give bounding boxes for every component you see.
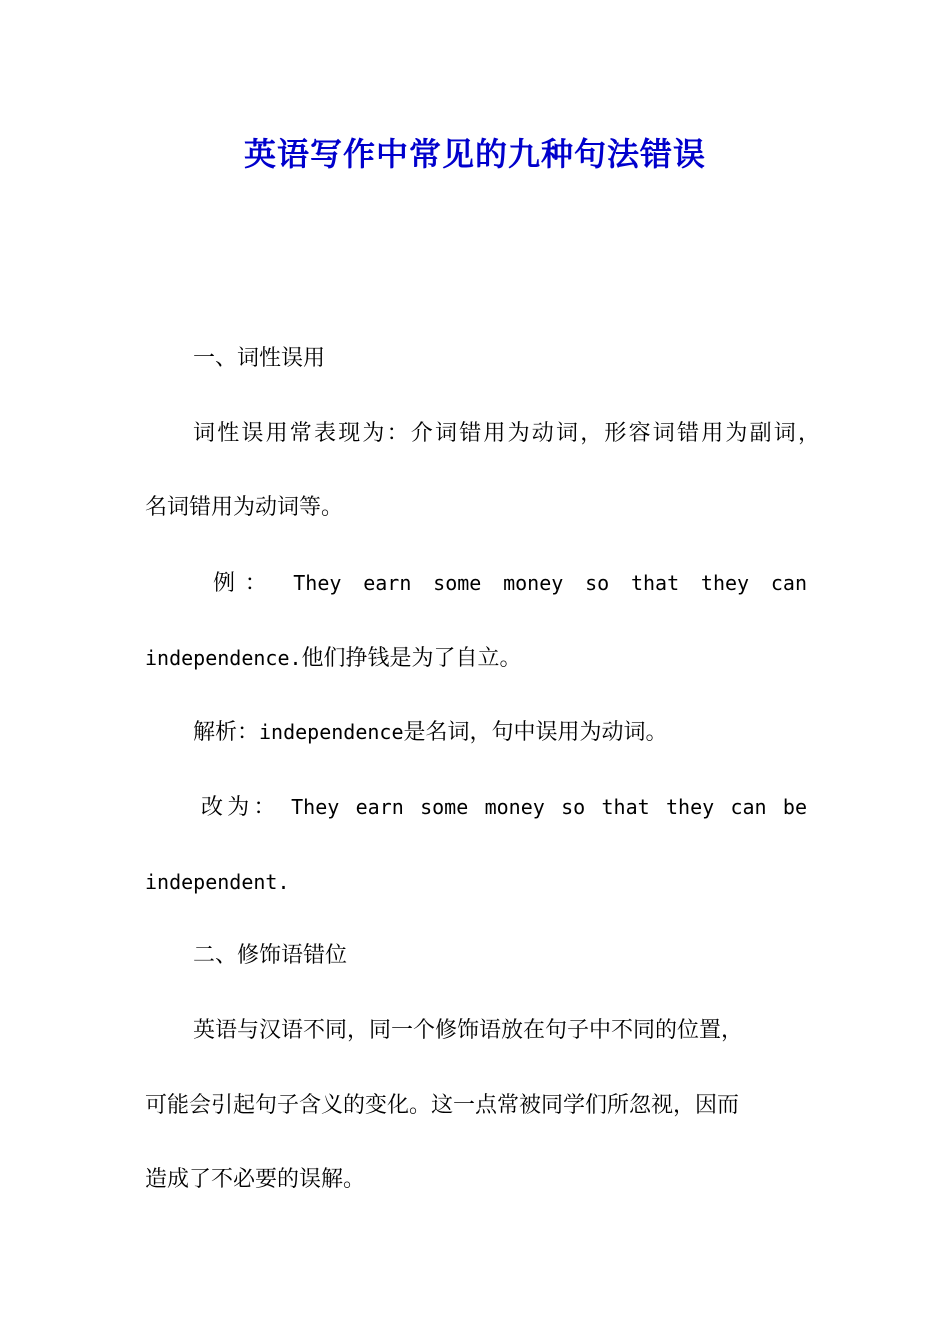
example-line-1 [213, 563, 807, 604]
section-2-desc-line-1: 英语与汉语不同，同一个修饰语放在句子中不同的位置， [193, 1018, 744, 1043]
example-chinese: 他们挣钱是为了自立。 [301, 646, 522, 671]
correction-line-2 [145, 862, 807, 903]
example-english-line-2: independence. [145, 646, 302, 670]
example-label: 例： [213, 571, 277, 596]
correction-line-1 [201, 787, 807, 828]
example-line-2 [145, 638, 807, 679]
section-2-desc-line-3: 造成了不必要的误解。 [145, 1167, 366, 1192]
correction-english-line-2: independent. [145, 870, 290, 894]
section-1-heading: 一、词性误用 [193, 346, 326, 371]
section-2-heading: 二、修饰语错位 [193, 943, 348, 968]
section-1-desc-line-2: 名词错用为动词等。 [145, 495, 344, 520]
analysis-label: 解析： [193, 720, 260, 745]
analysis-line [193, 712, 807, 753]
analysis-text: 是名词，句中误用为动词。 [403, 720, 668, 745]
example-english-line-1: They earn some money so that they can [293, 571, 807, 595]
correction-label: 改为： [201, 795, 280, 820]
section-1-desc-line-1: 词性误用常表现为：介词错用为动词，形容词错用为副词， [193, 421, 820, 446]
section-2-desc-line-2: 可能会引起句子含义的变化。这一点常被同学们所忽视，因而 [145, 1093, 740, 1118]
analysis-word: independence [259, 720, 404, 744]
correction-english-line-1: They earn some money so that they can be [291, 795, 807, 819]
document-title: 英语写作中常见的九种句法错误 [243, 135, 706, 173]
